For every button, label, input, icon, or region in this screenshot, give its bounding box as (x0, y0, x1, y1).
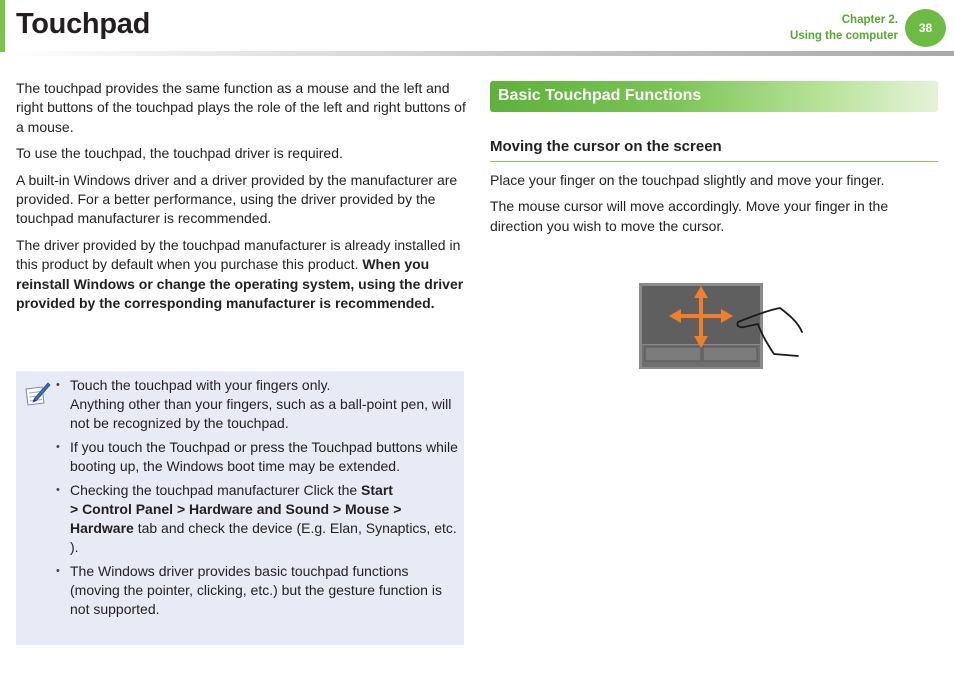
chapter-title: Using the computer (790, 30, 898, 42)
driver-required-paragraph: To use the touchpad, the touchpad driver is required. (16, 145, 343, 162)
note-control-panel-path: > Control Panel > Hardware and Sound > Mouse > Hardware (70, 501, 402, 536)
section-header (490, 81, 938, 112)
touchpad-move-arrows-icon (638, 282, 804, 370)
chapter-label (790, 12, 898, 44)
cursor-instruction-1: Place your finger on the touchpad slightly and move your finger. (490, 172, 885, 188)
note-fingers-text: • Touch the touchpad with your fingers only. (70, 377, 331, 393)
intro-paragraph: The touchpad provides the same function as a mouse and the left and right buttons of the touchpad plays the role of the left and right buttons of a mouse. (16, 80, 466, 135)
page-title: Touchpad (16, 8, 150, 40)
header-divider (10, 51, 954, 56)
note-item-fingers-only (56, 376, 458, 433)
note-item-boot-time: • If you touch the Touchpad or press the Touchpad buttons while booting up, the Windows boot time may be extended. (56, 438, 458, 476)
note-path-start: Start (361, 482, 393, 498)
note-item-windows-driver: • The Windows driver provides basic touchpad functions (moving the pointer, clicking, etc.) but the gesture function is not supported. (56, 562, 458, 619)
intro-text-column (16, 79, 468, 320)
note-box (16, 371, 464, 645)
driver-installed-paragraph (16, 236, 468, 314)
note-check-prefix: Checking the touchpad manufacturer Click the (70, 482, 362, 498)
page-number-badge: 38 (905, 9, 946, 47)
driver-installed-text: The driver provided by the touchpad manufacturer is already installed in this product by default when you purchase this product. (16, 236, 461, 273)
header-accent-bar (0, 0, 5, 52)
note-item-check-manufacturer (56, 481, 458, 557)
note-fingers-detail: Anything other than your fingers, such as a ball-point pen, will not be recognized by the touchpad. (70, 396, 452, 431)
cursor-instruction-2: The mouse cursor will move accordingly. Move your finger in the direction you wish to move the cursor. (490, 198, 889, 234)
note-pen-icon (22, 379, 52, 409)
reinstall-recommendation: When you reinstall Windows or change the operating system, using the driver provided by the corresponding manufacturer is recommended. (16, 256, 464, 312)
note-list (56, 376, 458, 624)
driver-options-paragraph: A built-in Windows driver and a driver provided by the manufacturer are provided. For a better performance, using the driver provided by the touchpad manufacturer is recommended. (16, 171, 458, 227)
section-title: Basic Touchpad Functions (498, 87, 702, 104)
subsection-heading: Moving the cursor on the screen (490, 138, 938, 162)
chapter-number: Chapter 2. (841, 14, 898, 26)
note-check-suffix: tab and check the device (E.g. Elan, Synaptics, etc. ). (70, 520, 457, 555)
cursor-instructions (490, 171, 938, 243)
